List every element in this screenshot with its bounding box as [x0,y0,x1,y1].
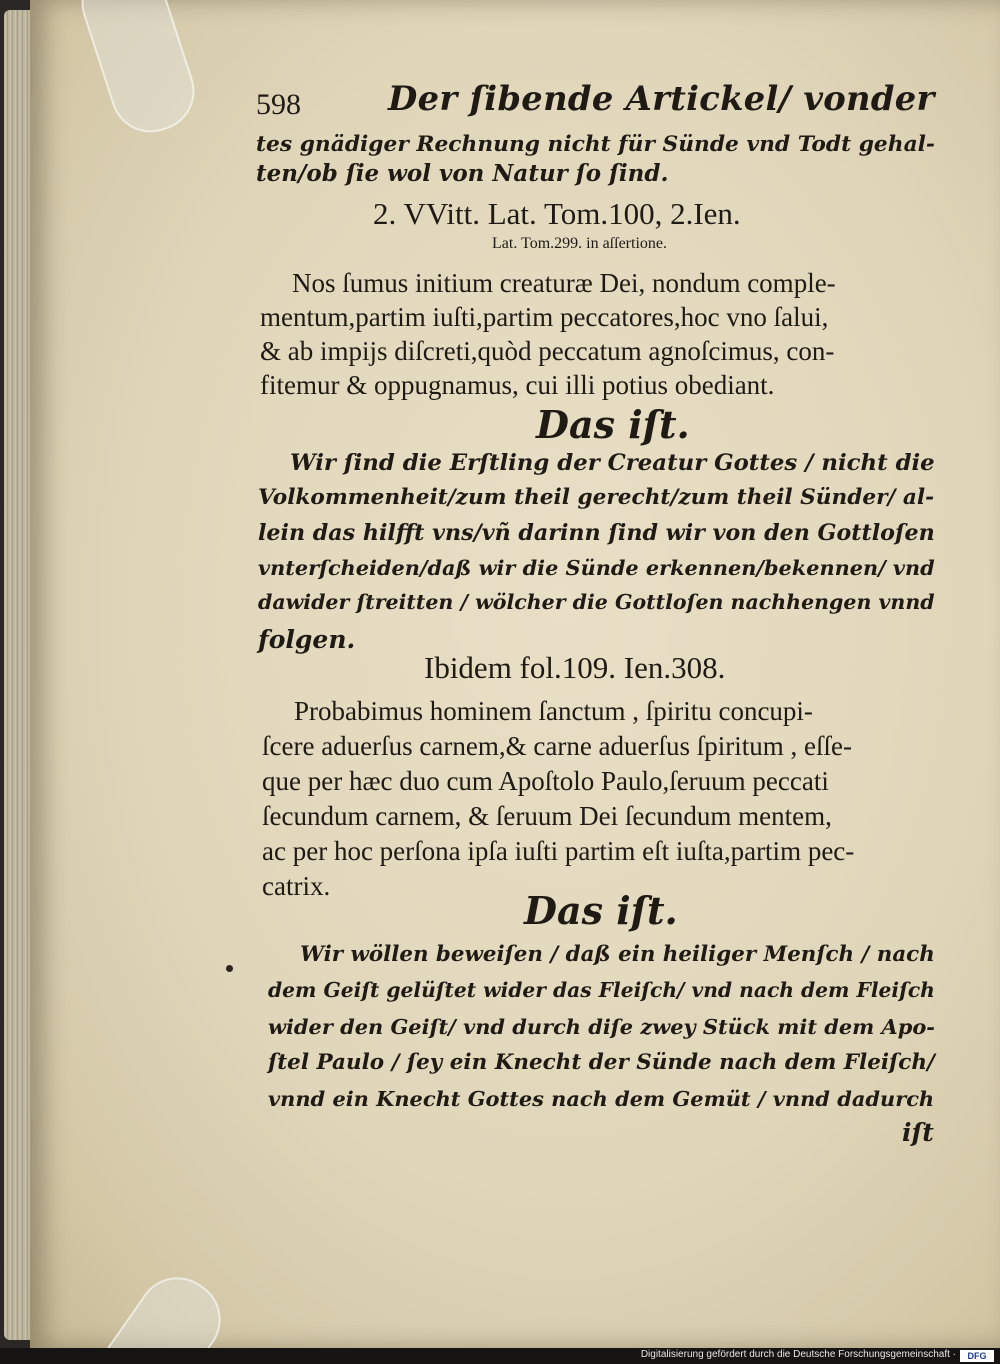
latin-line: Probabimus hominem ſanctum , ſpiritu concupi- [294,696,813,726]
latin-line: ſcere aduerſus carnem,& carne aduerſus ſpiritum , eſſe- [262,731,852,761]
german-line: Wir wöllen beweiſen / daß ein heiliger Menſch / nach [300,942,935,967]
german-line: vnnd ein Knecht Gottes nach dem Gemüt / vnnd dadurch [268,1086,935,1111]
footer-bar [0,1348,1000,1364]
section-heading: Das iſt. [524,888,678,933]
text-line: tes gnädiger Rechnung nicht für Sünde vnd Todt gehal- [256,132,935,157]
latin-line: Nos ſumus initium creaturæ Dei, nondum comple- [292,268,836,298]
latin-line: fitemur & oppugnamus, cui illi potius obediant. [260,370,775,400]
reference-subheading: Lat. Tom.299. in aſſertione. [492,235,667,252]
latin-line: & ab impijs diſcreti,quòd peccatum agnoſcimus, con- [260,336,835,366]
running-head: Der ſibende Artickel/ vonder [388,78,935,118]
text-line: ten/ob ſie wol von Natur ſo ſind. [256,160,669,187]
german-line: ſtel Paulo / ſey ein Knecht der Sünde nach dem Fleiſch/ [268,1050,935,1075]
german-line: vnterſcheiden/daß wir die Sünde erkennen/bekennen/ vnd [258,555,935,580]
latin-line: que per hæc duo cum Apoſtolo Paulo,ſeruum peccati [262,766,829,796]
latin-line: ac per hoc perſona ipſa iuſti partim eſt iuſta,partim pec- [262,836,855,866]
german-line: lein das hilfft vns/vñ darinn ſind wir von den Gottloſen [258,520,935,546]
reference-heading: 2. VVitt. Lat. Tom.100, 2.Ien. [373,196,741,231]
dfg-logo: DFG [960,1350,994,1362]
latin-line: mentum,partim iuſti,partim peccatores,hoc vno ſalui, [260,302,829,332]
german-line: Wir ſind die Erſtling der Creatur Gottes / nicht die [290,450,935,476]
catchword: iſt [902,1118,934,1147]
german-line: dawider ſtreitten / wölcher die Gottloſen nachhengen vnnd [258,590,935,614]
footer-credit: Digitalisierung gefördert durch die Deutsche Forschungsgemeinschaft · [640,1349,956,1360]
section-heading: Das iſt. [536,402,690,447]
latin-line: ſecundum carnem, & ſeruum Dei ſecundum mentem, [262,801,832,831]
latin-line: catrix. [262,871,331,901]
ink-spot [226,965,233,972]
reference-heading: Ibidem fol.109. Ien.308. [424,650,726,685]
german-line: Volkommenheit/zum theil gerecht/zum theil Sünder/ al- [258,485,935,510]
german-line: folgen. [258,625,356,654]
page-number: 598 [256,88,301,121]
german-line: wider den Geiſt/ vnd durch diſe zwey Stück mit dem Apo- [268,1014,935,1039]
german-line: dem Geiſt gelüſtet wider das Fleiſch/ vnd nach dem Fleiſch [268,978,935,1002]
